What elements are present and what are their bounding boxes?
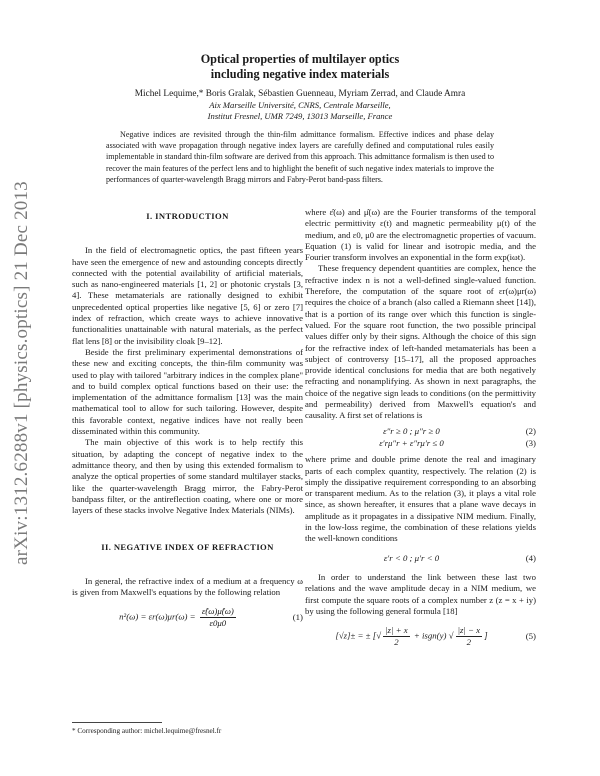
equation-5: [√z]± = ± [√ $\frac{|z| + x}{2}$ + isgn(y) √ $\frac{|z| - x}{2}$ ] (5)	[335, 625, 536, 648]
title-line-2: including negative index materials	[210, 67, 390, 81]
eq3-number: (3)	[525, 437, 536, 448]
intro-paragraph-3: The main objective of this work is to help rectify this situation, by adapting the concept of negative index to the admittance theory, and then by using this extended formalism to analyze the optical properties of some standard multilayer stacks, like the quarter-wavelength Bragg mirror, the Fabry-Perot bandpass filter, or the antireflection coating, where one or more layers of these stacks involve Negative Index Materials (NIMs).	[72, 437, 303, 516]
arxiv-identifier: arXiv:1312.6288v1 [physics.optics] 21 Dec 2013	[11, 181, 32, 565]
right-paragraph-3: where prime and double prime denote the real and imaginary parts of each complex quantity, respectively. The relation (2) is simply the dissipative requirement corresponding to an absorbing or transparent medium. As to the relation (3), it plays a vital role since, as shown hereafter, it ensures that a plane wave decays in amplitude as it propagates in a dissipative NIM medium. Finally, in the low-loss regime, the combination of these relations yields the well-known conditions	[305, 454, 536, 544]
title-line-1: Optical properties of multilayer optics	[200, 52, 400, 66]
abstract	[106, 129, 494, 185]
paper-title	[110, 52, 490, 82]
eq5-middle: + isgn(y)	[413, 630, 447, 641]
footnote-rule	[72, 722, 162, 723]
equation-2	[305, 426, 536, 437]
section-heading-introduction: I. INTRODUCTION	[146, 211, 229, 221]
right-paragraph-2: These frequency dependent quantities are complex, hence the refractive index n is not a well-defined single-valued function. Therefore, the computation of the square root of εr(ω)μr(ω) requires the choice of a branch (also called a Riemann sheet [14]), that is a portion of its range over which this function is single-valued. For the square root function, the two possible principal values differ only by their signs. Although the choice of this sign for the refractive index of left-handed metamaterials has been a subject of controversy [15–17], all the proposed approaches provide identical conclusions for media that are both negatively refracting and nonamplifying. As shown in next paragraphs, the choice of the negative sign leads to conditions (on the permittivity and permeability) derived from Maxwell's equation's and causality. A first set of relations is	[305, 263, 536, 421]
author-list: Michel Lequime,* Boris Gralak, Sébastien Guenneau, Myriam Zerrad, and Claude Amra	[134, 89, 466, 99]
eq4-number: (4)	[525, 552, 536, 563]
eq5-b-numerator: |z| − x	[457, 625, 481, 636]
eq3-body: ε′rμ″r + ε″rμ′r ≤ 0	[379, 437, 444, 448]
eq5-b-denominator: 2	[466, 637, 472, 648]
eq5-a-numerator: |z| + x	[385, 625, 408, 636]
footnote: * Corresponding author: michel.lequime@fresnel.fr	[72, 727, 222, 735]
affiliation-line-1: Aix Marseille Université, CNRS, Centrale Marseille,	[209, 100, 391, 110]
right-paragraph-4: In order to understand the link between these last two relations and the wave amplitude decay in a NIM medium, we first compute the square roots of a complex number z (z = x + iy) by using the following general formula [18]	[305, 571, 536, 616]
eq1-fraction	[200, 606, 236, 629]
equation-3	[305, 438, 536, 449]
left-column	[72, 207, 303, 634]
eq5-a-denominator: 2	[394, 637, 399, 648]
eq2-body: ε″r ≥ 0 ; μ″r ≥ 0	[383, 425, 440, 436]
abstract-text: Negative indices are revisited through the thin-film admittance formalism. Effective indices and phase delay associated with wave propagation through negative index layers are carefully defined and computational rules easily implementable in standard thin-film software are derived from this approach. This admittance formalism is then used to recover the main features of the perfect lens and to highlight the benefit of such negative index materials to improve the performances of quarter-wavelength Bragg mirrors and Fabry-Perot band-pass filters.	[106, 130, 494, 184]
eq5-number: (5)	[525, 630, 536, 641]
eq4-body: ε′r < 0 ; μ′r < 0	[383, 552, 440, 563]
intro-paragraph-1: In the field of electromagnetic optics, the past fifteen years have seen the emergence of new and astounding concepts directly connected with the potential availability of artificial materials, such as nano-engineered materials [1, 2] or photonic crystals [3, 4]. These metamaterials are rationally designed to exhibit unprecedented optical properties like negative [5, 6] or zero [7] index of refraction, which create ways to achieve innovative functionalities unattainable with natural materials, as the perfect flat lens [8] or the invisibility cloak [9–12].	[72, 245, 303, 346]
eq5-fraction-b	[456, 625, 483, 648]
eq1-number: (1)	[292, 612, 303, 623]
right-column	[305, 207, 536, 653]
right-paragraph-1: where ε̂(ω) and μ̂(ω) are the Fourier transforms of the temporal electric permittivity ε(t) and magnetic permeability μ(t) of the medium, and ε0, μ0 are the electromagnetic properties of vacuum. Equation (1) is valid for linear and isotropic media, and the Fourier transform involves an exponential in the form exp(iωt).	[305, 207, 536, 263]
eq5-left: [√z]± = ±	[335, 630, 371, 641]
section2-paragraph-1: In general, the refractive index of a medium at a frequency ω is given from Maxwell's equations by the following relation	[72, 575, 303, 598]
eq1-denominator: ε0μ0	[209, 618, 227, 629]
eq1-numerator: ε̂(ω)μ̂(ω)	[201, 606, 234, 617]
equation-4	[305, 553, 536, 564]
intro-paragraph-2: Beside the first preliminary experimental demonstrations of these new and exciting concepts, the thin-film community was used to play with tailored "arbitrary indices in the complex plane" and to build complex optical functions based on their use: the implementation of the admittance formalism [13] was the main mathematical tool to allow for such tailoring. However, despite this favorable context, negative indices have not really been disseminated within this community.	[72, 346, 303, 437]
eq1-left: n²(ω) = εr(ω)μr(ω) =	[119, 611, 196, 622]
affiliation-line-2: Institut Fresnel, UMR 7249, 13013 Marseille, France	[207, 111, 393, 121]
eq5-fraction-a	[383, 625, 410, 648]
eq2-number: (2)	[525, 425, 536, 436]
section-heading-negative-index: II. NEGATIVE INDEX OF REFRACTION	[101, 542, 274, 553]
equation-1	[72, 606, 303, 629]
